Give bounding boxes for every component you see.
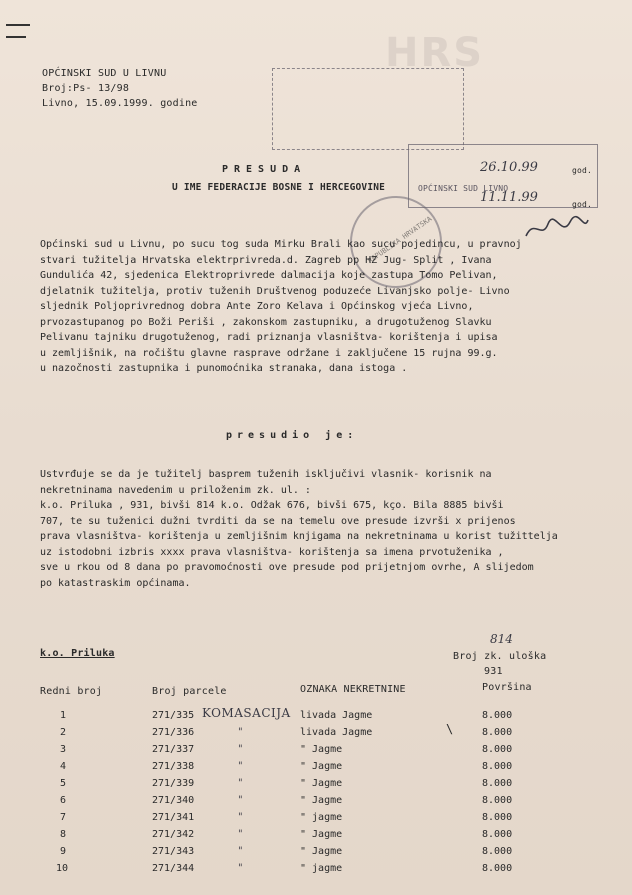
row-area: 8.000 (482, 829, 513, 840)
row-parcel: 271/342 (152, 829, 195, 840)
row-parcel: 271/340 (152, 795, 195, 806)
received-date-2: 11.11.99 (480, 190, 538, 205)
row-area: 8.000 (482, 812, 513, 823)
row-area: 8.000 (482, 863, 513, 874)
verdict-paragraph (40, 467, 558, 591)
row-area: 8.000 (482, 744, 513, 755)
received-label-2: god. (572, 200, 593, 209)
verdict-line: uz istodobni izbris xxxx prava vlasništva- korištenja sa imena prvotuženika , (40, 546, 504, 558)
row-num: 4 (60, 761, 67, 772)
verdict-line: sve u rkou od 8 dana po pravomoćnosti ove presude pod prijetnjom ovrhe, A slijedom (40, 562, 534, 573)
row-desc: " Jagme (300, 761, 343, 772)
received-label-1: god. (572, 166, 593, 175)
row-ditto-mark: " (238, 829, 243, 840)
col-header-desc: OZNAKA NEKRETNINE (300, 684, 406, 695)
court-stamp-label: OPĆINSKI SUD LIVNO (418, 184, 509, 193)
case-number: Broj:Ps- 13/98 (42, 83, 130, 94)
row-num: 7 (60, 812, 67, 823)
row-num: 9 (60, 846, 67, 857)
row-parcel: 271/335 (152, 710, 195, 721)
row-ditto-mark: " (238, 744, 243, 755)
verdict-line: 707, te su tuženici dužni tvrditi da se na temelu ove presude izvrši x prijenos (40, 515, 516, 527)
document-subtitle: U IME FEDERACIJE BOSNE I HERCEGOVINE (172, 182, 386, 193)
row-area: 8.000 (482, 846, 513, 857)
row-desc: " Jagme (300, 744, 343, 755)
intro-line: sljednik Poljoprivrednog dobra Ante Zoro Kelava i Općinskog vjeća Livno, (40, 301, 474, 312)
row-desc: " jagme (300, 863, 343, 874)
row-num: 1 (60, 710, 67, 721)
check-mark: \ (446, 722, 454, 736)
verdict-line: po katastraskim općinama. (40, 577, 191, 589)
row-area: 8.000 (482, 778, 513, 789)
row-parcel: 271/344 (152, 863, 195, 874)
intro-line: stvari tužitelja Hrvatska elektrprivreda.d. Zagreb pp HZ Jug- Split , Ivana (40, 254, 492, 266)
row-parcel: 271/338 (152, 761, 195, 772)
faded-stamp-box (272, 68, 464, 150)
row-parcel: 271/339 (152, 778, 195, 789)
intro-line: Gundulića 42, sjedenica Elektroprivrede dalmacija koje zastupa Tomo Pelivan, (40, 270, 498, 281)
row-num: 10 (56, 863, 69, 874)
verdict-line: prava vlasništva- korištenja u zemljišnim knjigama na nekretninama u korist tužittelja (40, 531, 558, 542)
verdict-heading: presudio je: (226, 430, 359, 441)
row-num: 8 (60, 829, 67, 840)
row-desc: " jagme (300, 812, 343, 823)
intro-line: djelatnik tužitelja, protiv tuženih Društvenog poduzeće Livanjsko polje- Livno (40, 285, 510, 297)
row-ditto-mark: " (238, 846, 243, 857)
watermark: HRS (385, 30, 485, 76)
intro-line: Općinski sud u Livnu, po sucu tog suda Mirku Brali kao sucu pojedincu, u pravnoj (40, 239, 522, 250)
verdict-line: k.o. Priluka , 931, bivši 814 k.o. Odžak 676, bivši 675, kço. Bila 8885 bivši (40, 500, 504, 511)
row-ditto-mark: " (238, 761, 243, 772)
row-area: 8.000 (482, 727, 513, 738)
row-num: 3 (60, 744, 67, 755)
seal-text: REPUBLIKA HRVATSKA (366, 214, 434, 266)
row-ditto-mark: " (238, 795, 243, 806)
row-area: 8.000 (482, 710, 513, 721)
cadastral-section: k.o. Priluka (40, 648, 115, 659)
col-header-area: Površina (482, 682, 532, 693)
col-header-parcel: Broj parcele (152, 686, 227, 697)
binding-mark (6, 24, 30, 26)
row-desc: " Jagme (300, 846, 343, 857)
intro-line: Pelivanu tajniku drugotuženog, radi priznanja vlasništva- korištenja i upisa (40, 332, 498, 343)
intro-paragraph (40, 237, 522, 377)
row-parcel: 271/341 (152, 812, 195, 823)
row-parcel: 271/336 (152, 727, 195, 738)
intro-line: u nazočnosti zastupnika i punomoćnika stranaka, dana istoga . (40, 363, 408, 374)
row-ditto-mark: " (238, 727, 243, 738)
court-name: OPĆINSKI SUD U LIVNU (42, 68, 167, 79)
row-area: 8.000 (482, 761, 513, 772)
row-desc: " Jagme (300, 795, 343, 806)
received-date-1: 26.10.99 (480, 160, 538, 175)
row-ditto-mark: " (238, 812, 243, 823)
intro-line: u zemljišnik, na ročištu glavne rasprave održane i zaključene 15 rujna 99.g. (40, 347, 498, 359)
row-ditto-mark: " (238, 778, 243, 789)
row-parcel: 271/343 (152, 846, 195, 857)
verdict-line: nekretninama navedenim u priloženim zk. ul. : (40, 484, 311, 496)
row-ditto-mark: " (238, 863, 243, 874)
intro-line: prvozastupanog po Boži Periši , zakonskom zastupniku, a drugotuženog Slavku (40, 316, 492, 328)
row-num: 2 (60, 727, 67, 738)
binding-mark (6, 36, 26, 38)
handwritten-note: KOMASACIJA (202, 706, 291, 720)
col-header-num: Redni broj (40, 686, 103, 697)
row-area: 8.000 (482, 795, 513, 806)
row-desc: livada Jagme (300, 710, 373, 721)
row-parcel: 271/337 (152, 744, 195, 755)
signature (522, 210, 592, 244)
place-date: Livno, 15.09.1999. godine (42, 98, 198, 109)
verdict-line: Ustvrđuje se da je tužitelj basprem tuženih isključivi vlasnik- korisnik na (40, 469, 492, 480)
row-desc: " Jagme (300, 778, 343, 789)
row-desc: livada Jagme (300, 727, 373, 738)
document-title: PRESUDA (222, 164, 307, 175)
zk-label: Broj zk. uloška (453, 651, 547, 662)
row-num: 6 (60, 795, 67, 806)
zk-value: 931 (484, 666, 503, 677)
row-desc: " Jagme (300, 829, 343, 840)
handwritten-number: 814 (490, 632, 513, 646)
row-num: 5 (60, 778, 67, 789)
